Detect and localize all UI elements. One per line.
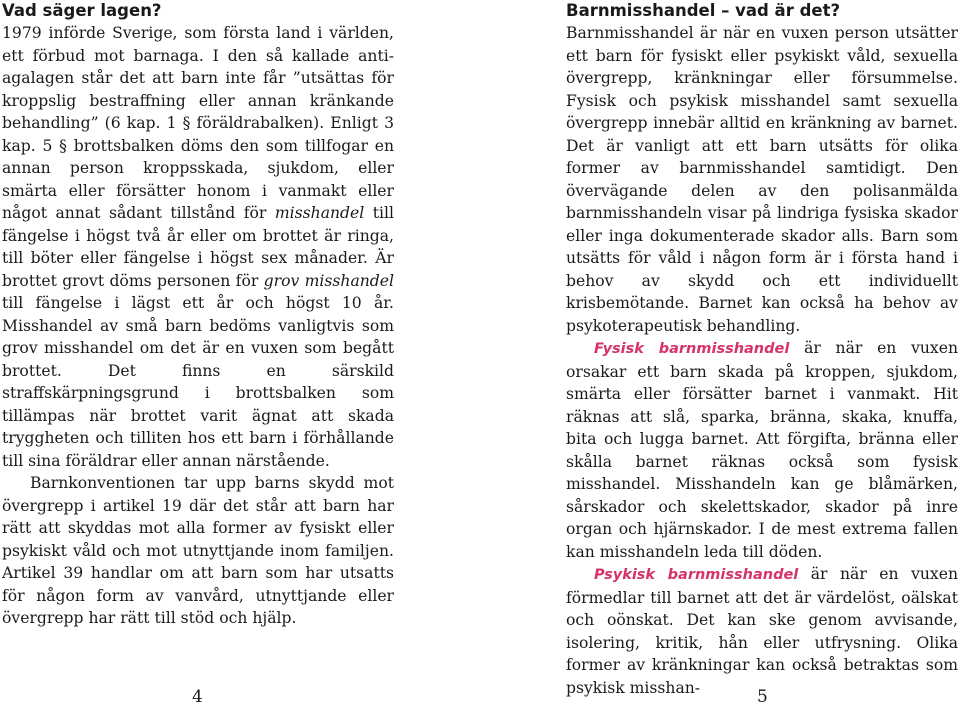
convention-paragraph: Barnkonventionen tar upp barns skydd mot övergrepp i artikel 19 där det står att barn har rätt att skyddas mot alla former av fysiskt eller psykiskt våld och mot utnyttjande inom familjen. Artikel 39 handlar om att barn som har utsatts för någon form av vanvård, utnyttjande eller övergrepp har rätt till stöd och hjälp. — [2, 474, 394, 627]
law-text-part2: till fängelse i högst två år eller om brottet är ringa, till böter eller fängelse i högst sex månader. Är brottet grovt döms personen för — [2, 204, 395, 290]
law-paragraph — [2, 22, 394, 472]
emphasis-misshandel: misshandel — [274, 204, 365, 222]
page-number-right: 5 — [757, 687, 768, 707]
physical-abuse-text: är när en vuxen orsakar ett barn skada på kroppen, sjukdom, smärta eller försätter barnet i vanmakt. Hit räknas att slå, sparka, bränna, skaka, knuffa, bita och lugga barnet. Att förgifta, bränna eller skålla barnet räknas också som fysisk misshandel. Misshandeln kan ge blåmärken, sårskador och skelettskador, skador på inre organ och hjärnskador. I de mest extrema fallen kan misshandeln leda till döden. — [566, 339, 959, 561]
section-heading-barnmisshandel: Barnmisshandel – vad är det? — [566, 1, 841, 20]
physical-abuse-paragraph — [566, 337, 958, 563]
definition-paragraph: Barnmisshandel är när en vuxen person utsätter ett barn för fysiskt eller psykiskt våld, sexuella övergrepp, kränkningar eller försummelse. Fysisk och psykisk misshandel samt sexuella övergrepp innebär alltid en kränkning av barnet. Det är vanligt att ett barn utsätts för olika former av barnmisshandel samtidigt. Den övervägande delen av den polisanmälda barnmisshandeln visar på lindriga fysiska skador eller inga dokumenterade skador alls. Barn som utsätts för våld i någon form är i första hand i behov av skydd och ett individuellt krisbemötande. Barnet kan också ha behov av psykoterapeutisk behandling. — [566, 24, 958, 335]
left-page — [2, 0, 394, 630]
law-text-part1: 1979 införde Sverige, som första land i världen, ett förbud mot barnaga. I den så kallade anti-agalagen står det att barn inte får ”utsättas för kroppslig bestraffning eller annan kränkande behandling” (6 kap. 1 § föräldrabalken). Enligt 3 kap. 5 § brottsbalken döms den som tillfogar en annan person kroppsskada, sjukdom, eller smärta eller försätter honom i vanmakt eller något annat sådant tillstånd för — [2, 24, 394, 222]
psychological-abuse-text: är när en vuxen förmedlar till barnet att det är värdelöst, oälskat och oönskat. Det kan ske genom avvisande, isolering, kritik, hån eller utfrysning. Olika former av kränkningar kan också betraktas som psykisk misshan- — [566, 565, 958, 697]
page-number-left: 4 — [192, 687, 203, 707]
psychological-abuse-paragraph — [566, 563, 958, 699]
right-page — [566, 0, 958, 699]
law-text-part3: till fängelse i lägst ett år och högst 10 år. Misshandel av små barn bedöms vanligtvis som grov misshandel om det är en vuxen som begått brottet. Det finns en särskild straffskärpningsgrund i brottsbalken som tillämpas när brottet varit ägnat att skada tryggheten och tilliten hos ett barn i förhållande till sina föräldrar eller annan närstående. — [2, 294, 394, 470]
term-fysisk-barnmisshandel: Fysisk barnmisshandel — [594, 341, 790, 357]
section-heading-vad-sager-lagen: Vad säger lagen? — [2, 1, 162, 20]
term-psykisk-barnmisshandel: Psykisk barnmisshandel — [594, 567, 799, 583]
emphasis-grov-misshandel: grov misshandel — [263, 271, 394, 290]
